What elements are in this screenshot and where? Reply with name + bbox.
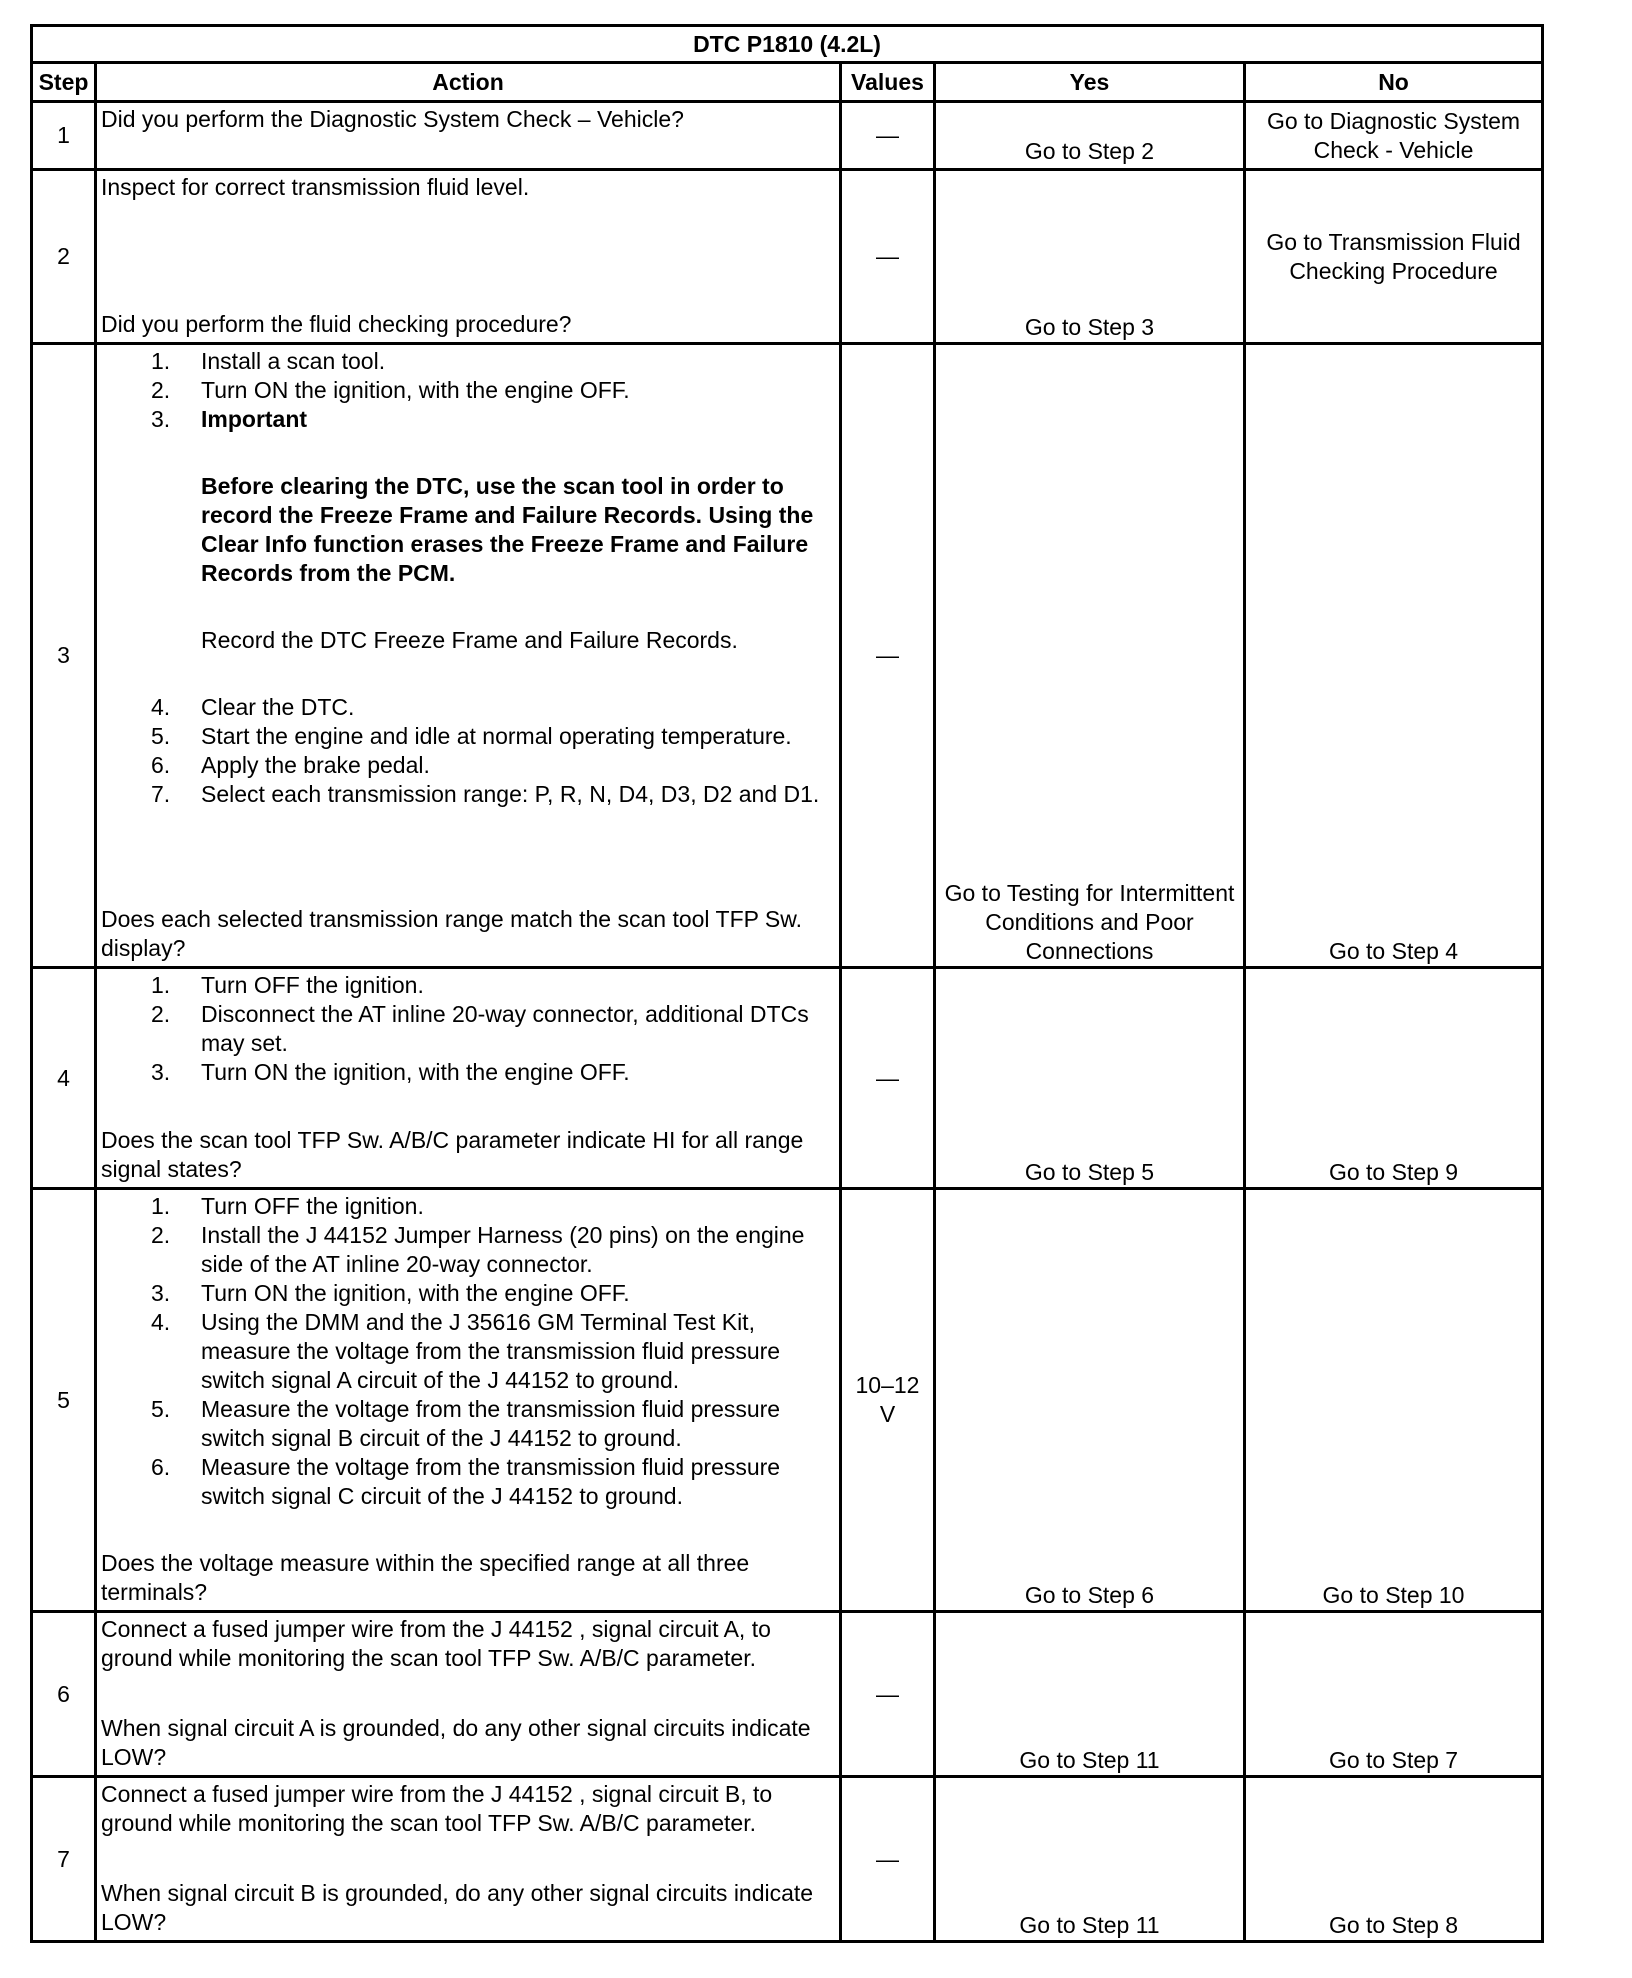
step-number: 7	[32, 1777, 96, 1942]
values-cell: —	[841, 170, 935, 344]
action-question: When signal circuit B is grounded, do any other signal circuits indicate LOW?	[101, 1880, 814, 1935]
yes-link[interactable]: Go to Step 2	[1024, 138, 1155, 164]
list-item: 5. Start the engine and idle at normal operating temperature.	[151, 723, 792, 749]
list-item: 3. Important	[151, 406, 308, 432]
action-question: Does the scan tool TFP Sw. A/B/C parameter indicate HI for all range signal states?	[101, 1127, 804, 1182]
yes-link[interactable]: Go to Step 3	[1024, 314, 1155, 340]
list-item: 4. Clear the DTC.	[151, 694, 355, 720]
action-cell	[96, 1777, 841, 1942]
no-link[interactable]: Go to Step 7	[1328, 1747, 1459, 1773]
action-steps	[101, 347, 835, 434]
values-cell: —	[841, 344, 935, 968]
action-question: When signal circuit A is grounded, do any other signal circuits indicate LOW?	[101, 1715, 811, 1770]
step-number: 1	[32, 102, 96, 170]
action-intro: Inspect for correct transmission fluid level.	[101, 174, 530, 200]
no-cell	[1245, 170, 1543, 344]
header-values: Values	[841, 63, 935, 102]
no-cell	[1245, 1189, 1543, 1612]
table-row	[32, 102, 1543, 170]
step-number: 5	[32, 1189, 96, 1612]
yes-cell	[935, 1189, 1245, 1612]
step-number: 3	[32, 344, 96, 968]
action-question: Does each selected transmission range match the scan tool TFP Sw. display?	[101, 906, 803, 961]
yes-cell	[935, 344, 1245, 968]
header-action: Action	[96, 63, 841, 102]
header-step: Step	[32, 63, 96, 102]
step-number: 2	[32, 170, 96, 344]
table-row	[32, 344, 1543, 968]
no-link[interactable]: Go to Diagnostic System Check - Vehicle	[1266, 107, 1521, 163]
important-text: Before clearing the DTC, use the scan tool in order to record the Freeze Frame and Failure Records. Using the Clear Info function erases the Freeze Frame and Failure Records from the PCM.	[201, 473, 814, 586]
action-steps	[101, 1192, 835, 1511]
step-number: 4	[32, 968, 96, 1189]
dtc-table	[30, 24, 1544, 1943]
no-link[interactable]: Go to Step 9	[1328, 1159, 1459, 1185]
table-title: DTC P1810 (4.2L)	[32, 26, 1543, 63]
step-number: 6	[32, 1612, 96, 1777]
no-link[interactable]: Go to Transmission Fluid Checking Procedure	[1266, 228, 1521, 284]
no-link[interactable]: Go to Step 10	[1322, 1582, 1465, 1608]
values-cell	[841, 1189, 935, 1612]
action-steps	[101, 971, 835, 1087]
table-row	[32, 1189, 1543, 1612]
action-intro: Connect a fused jumper wire from the J 44152 , signal circuit B, to ground while monitoring the scan tool TFP Sw. A/B/C parameter.	[101, 1781, 773, 1836]
yes-cell	[935, 968, 1245, 1189]
no-link[interactable]: Go to Step 8	[1328, 1912, 1459, 1938]
list-item: 1. Turn OFF the ignition.	[151, 1193, 424, 1219]
action-question: Does the voltage measure within the specified range at all three terminals?	[101, 1550, 750, 1605]
table-row	[32, 968, 1543, 1189]
action-cell	[96, 1189, 841, 1612]
action-cell	[96, 102, 841, 170]
yes-link[interactable]: Go to Step 6	[1024, 1582, 1155, 1608]
list-item: 4. Using the DMM and the J 35616 GM Terminal Test Kit, measure the voltage from the transmission fluid pressure switch signal A circuit of the J 44152 to ground.	[151, 1309, 781, 1393]
yes-link[interactable]: Go to Step 11	[1019, 1747, 1160, 1773]
header-no: No	[1245, 63, 1543, 102]
table-row	[32, 170, 1543, 344]
no-cell	[1245, 1777, 1543, 1942]
values-cell: —	[841, 968, 935, 1189]
action-cell	[96, 344, 841, 968]
values-cell: —	[841, 1612, 935, 1777]
action-cell	[96, 1612, 841, 1777]
yes-cell	[935, 102, 1245, 170]
list-item: 3. Turn ON the ignition, with the engine OFF.	[151, 1280, 630, 1306]
no-link[interactable]: Go to Step 4	[1328, 938, 1459, 964]
yes-link[interactable]: Go to Step 11	[1019, 1912, 1160, 1938]
action-steps	[101, 693, 835, 809]
no-cell	[1245, 344, 1543, 968]
yes-cell	[935, 1612, 1245, 1777]
list-item: 1. Turn OFF the ignition.	[151, 972, 424, 998]
list-item: 3. Turn ON the ignition, with the engine OFF.	[151, 1059, 630, 1085]
action-question: Did you perform the fluid checking procedure?	[101, 311, 572, 337]
header-yes: Yes	[935, 63, 1245, 102]
action-intro: Connect a fused jumper wire from the J 44152 , signal circuit A, to ground while monitoring the scan tool TFP Sw. A/B/C parameter.	[101, 1616, 771, 1671]
list-item: 2. Disconnect the AT inline 20-way connector, additional DTCs may set.	[151, 1001, 809, 1056]
table-row	[32, 1777, 1543, 1942]
yes-cell	[935, 1777, 1245, 1942]
action-cell	[96, 170, 841, 344]
yes-link[interactable]: Go to Step 5	[1024, 1159, 1155, 1185]
important-note: Record the DTC Freeze Frame and Failure Records.	[201, 627, 738, 653]
table-row	[32, 1612, 1543, 1777]
list-item: 1. Install a scan tool.	[151, 348, 386, 374]
list-item: 7. Select each transmission range: P, R, N, D4, D3, D2 and D1.	[151, 781, 820, 807]
action-question: Did you perform the Diagnostic System Check – Vehicle?	[101, 106, 684, 132]
list-item: 2. Install the J 44152 Jumper Harness (20 pins) on the engine side of the AT inline 20-way connector.	[151, 1222, 805, 1277]
yes-link[interactable]: Go to Testing for Intermittent Conditions and Poor Connections	[944, 880, 1235, 964]
no-cell	[1245, 968, 1543, 1189]
values-cell: —	[841, 102, 935, 170]
no-cell	[1245, 102, 1543, 170]
list-item: 2. Turn ON the ignition, with the engine OFF.	[151, 377, 630, 403]
no-cell	[1245, 1612, 1543, 1777]
value-range: 10–12 V	[855, 1372, 920, 1427]
important-heading: Important	[201, 406, 308, 432]
list-item: 5. Measure the voltage from the transmission fluid pressure switch signal B circuit of the J 44152 to ground.	[151, 1396, 781, 1451]
list-item: 6. Apply the brake pedal.	[151, 752, 430, 778]
values-cell: —	[841, 1777, 935, 1942]
list-item: 6. Measure the voltage from the transmission fluid pressure switch signal C circuit of the J 44152 to ground.	[151, 1454, 781, 1509]
action-cell	[96, 968, 841, 1189]
yes-cell	[935, 170, 1245, 344]
